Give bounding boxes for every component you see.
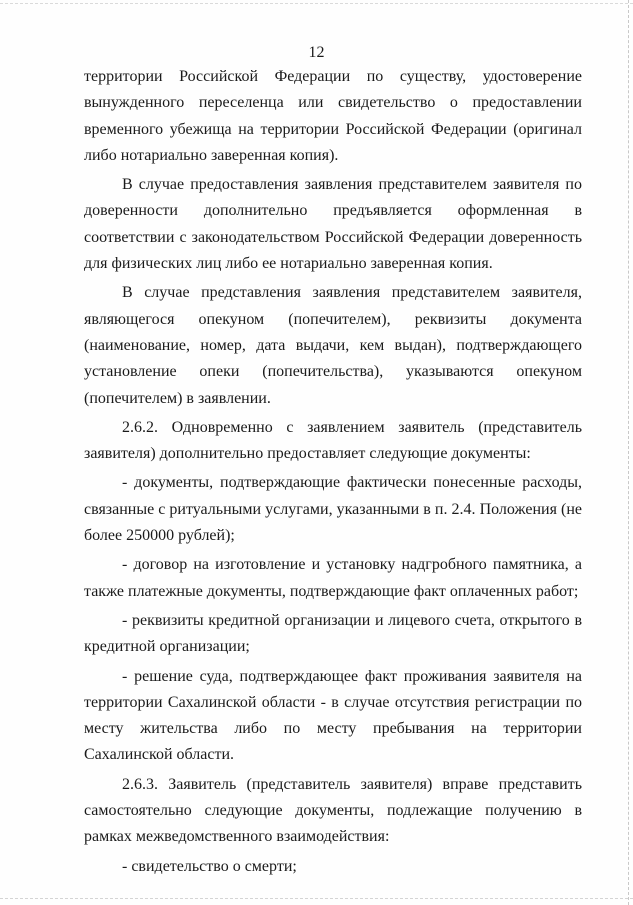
list-item-bank-details: - реквизиты кредитной организации и лицевого счета, открытого в кредитной организации; [84, 611, 582, 656]
scan-edge-bottom [0, 898, 633, 899]
paragraph-continuation: территории Российской Федерации по существу, удостоверение вынужденного переселенца или свидетельство о предоставлении временного убежища на территории Российской Федерации (оригинал либо нотариально заверенная копия). [84, 68, 582, 164]
list-item-court-decision: - решение суда, подтверждающее факт проживания заявителя на территории Сахалинской области - в случае отсутствия регистрации по месту жительства либо по месту пребывания на территории Сахалинской области. [84, 667, 582, 764]
paragraph-2-6-2: 2.6.2. Одновременно с заявлением заявитель (представитель заявителя) дополнительно предоставляет следующие документы: [84, 418, 582, 463]
list-item-monument-contract: - договор на изготовление и установку надгробного памятника, а также платежные документы, подтверждающие факт оплаченных работ; [84, 556, 582, 600]
document-body [84, 64, 582, 880]
list-item-expenses: - документы, подтверждающие фактически понесенные расходы, связанные с ритуальными услугами, указанными в п. 2.4. Положения (не более 250000 рублей); [84, 474, 582, 545]
scan-edge-right [628, 0, 629, 905]
page-number: 12 [308, 44, 325, 61]
list-item-death-certificate: - свидетельство о смерти; [122, 857, 297, 875]
paragraph-proxy: В случае предоставления заявления представителем заявителя по доверенности дополнительно предъявляется оформленная в соответствии с законодательством Российской Федерации доверенность для физических лиц либо ее нотариально заверенная копия. [84, 176, 582, 273]
scan-edge-top [0, 3, 633, 4]
paragraph-2-6-3: 2.6.3. Заявитель (представитель заявителя) вправе представить самостоятельно следующие документы, подлежащие получению в рамках межведомственного взаимодействия: [84, 775, 582, 846]
paragraph-guardian: В случае представления заявления представителем заявителя, являющегося опекуном (попечителем), реквизиты документа (наименование, номер, дата выдачи, кем выдан), подтверждающего установление опеки (попечительства), указываются опекуном (попечителем) в заявлении. [84, 284, 582, 407]
